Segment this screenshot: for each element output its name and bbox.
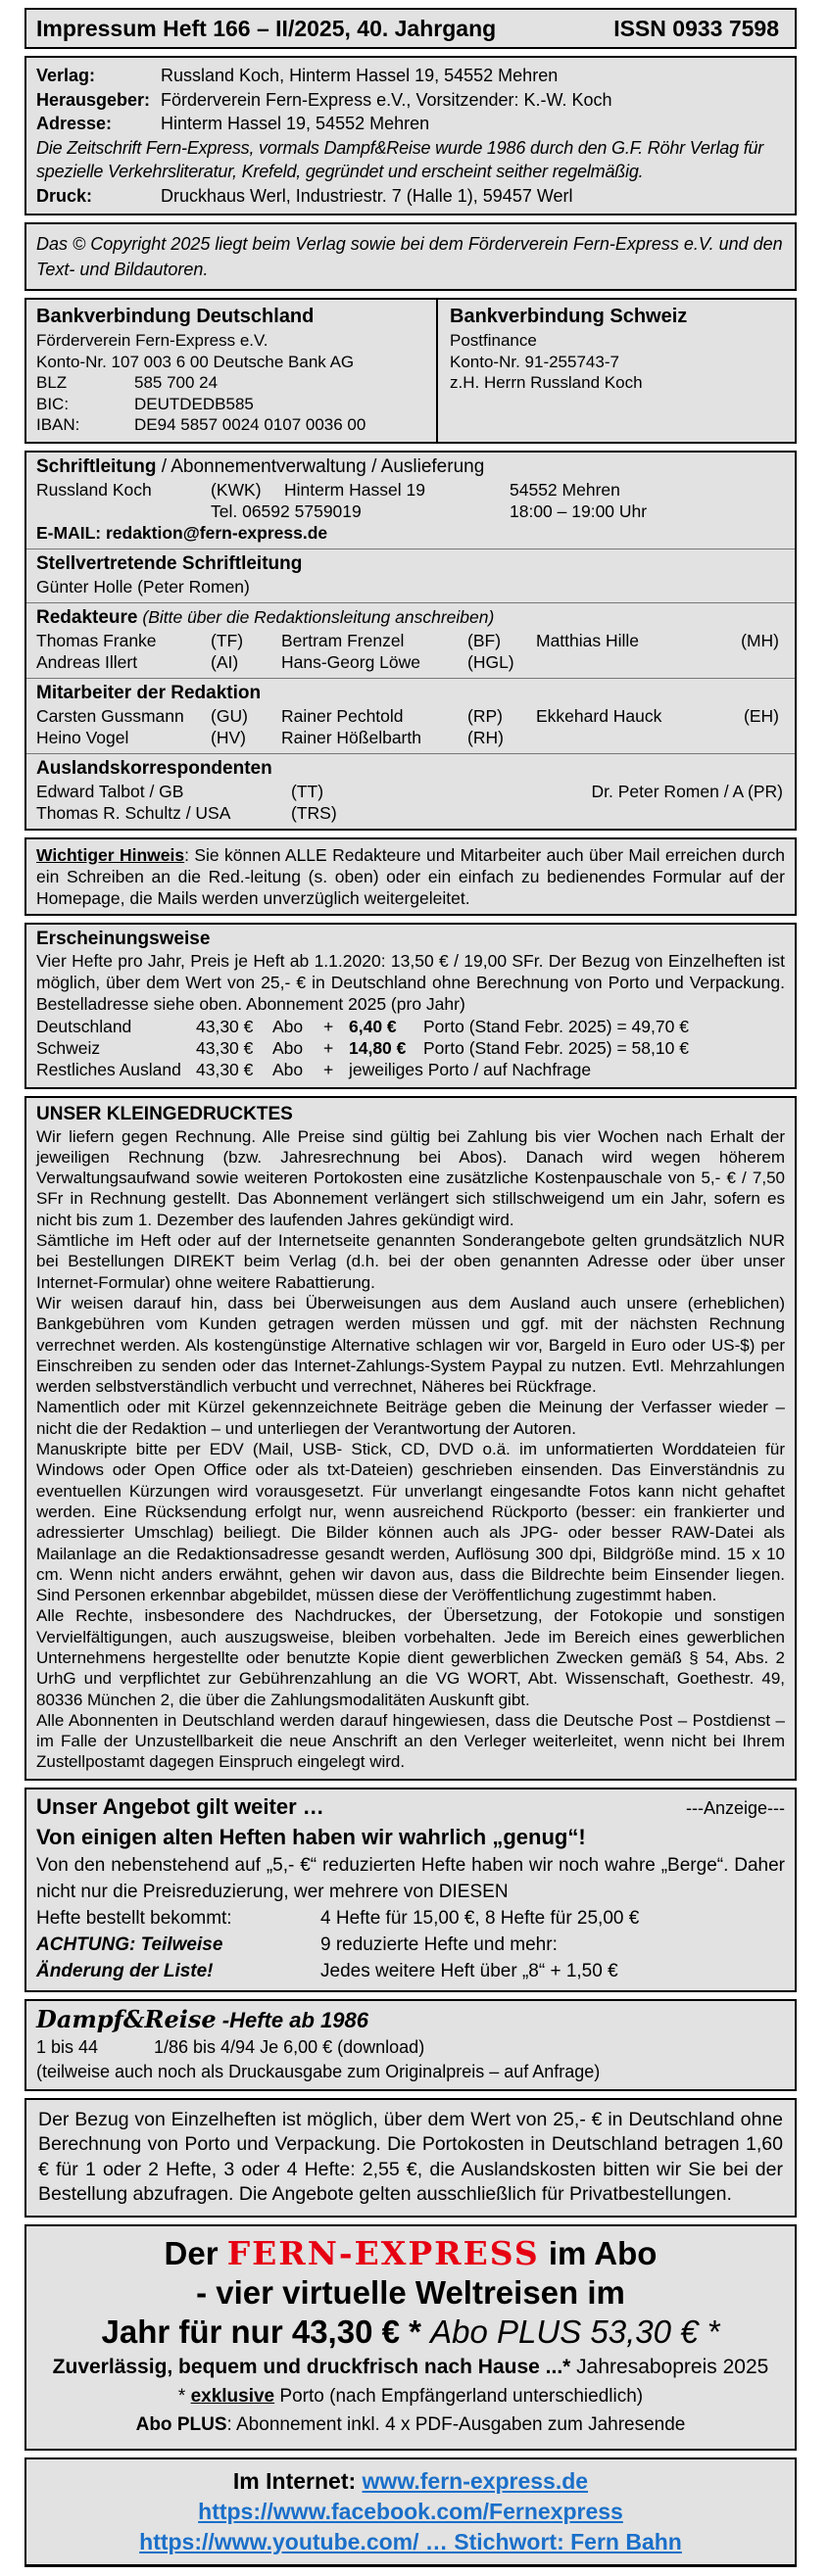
verlag-value: Russland Koch, Hinterm Hassel 19, 54552 Mehren <box>161 66 559 85</box>
kleingedrucktes-box <box>24 1096 797 1781</box>
bank-germany-account: Konto-Nr. 107 003 6 00 Deutsche Bank AG <box>36 352 355 371</box>
editor-code: (HGL) <box>467 651 514 672</box>
editor-code: (TF) <box>211 630 244 650</box>
staff-name: Rainer Hößelbarth <box>281 727 421 747</box>
bank-germany-column <box>26 300 438 442</box>
bank-switzerland-column <box>438 300 795 442</box>
herausgeber-label: Herausgeber: <box>36 89 151 110</box>
einzelheft-text: Der Bezug von Einzelheften ist möglich, über dem Wert von 25,- € in Deutschland ohne Berechnung von Porto und Verpackung. Die Portokosten in Deutschland betragen 1,60 € für 1 oder 2 Hefte, 3 oder 4 Hefte: 2,55 €, die Auslandskosten bitten wir Sie bei der Bestellung abzufragen. Die Angebote gelten ausschließlich für Privatbestellungen. <box>38 2108 783 2206</box>
bank-switzerland-bank: Postfinance <box>450 331 537 350</box>
korrespondenten-section <box>26 753 795 829</box>
schriftleitung-heading <box>36 454 785 479</box>
impressum-title-box <box>24 8 797 49</box>
verlag-label: Verlag: <box>36 66 96 85</box>
iban-value: DE94 5857 0024 0107 0036 00 <box>134 415 366 434</box>
correspondent-name: Edward Talbot / GB <box>36 781 184 801</box>
price-abo-word: Abo <box>272 1037 304 1058</box>
correspondent-code: (TT) <box>291 781 324 801</box>
mitarbeiter-heading: Mitarbeiter der Redaktion <box>36 682 262 703</box>
editor-name: Bertram Frenzel <box>281 630 405 650</box>
hinweis-lead: Wichtiger Hinweis <box>36 844 185 865</box>
magazine-history-text: Die Zeitschrift Fern-Express, vormals Dampf&Reise wurde 1986 durch den G.F. Röhr Verlag für spezielle Verkehrsliteratur, Krefeld, gegründet und erscheint seither regelmäßig. <box>36 137 764 181</box>
staff-name: Rainer Pechtold <box>281 705 404 726</box>
correspondent-name: Thomas R. Schultz / USA <box>36 802 231 823</box>
abo-promo-line3 <box>36 2313 785 2352</box>
adresse-row <box>36 112 785 136</box>
anzeige-marker: ---Anzeige--- <box>685 1797 785 1818</box>
fineprint-paragraph: Manuskripte bitte per EDV (Mail, USB- Stick, CD, DVD o.ä. im unformatierten Worddateien für Windows oder Open Office oder als txt-Dateien) geschrieben einsenden. Das Einverständnis zu eventuellen Kürzungen wird vorausgesetzt. Für unverlangt eingesandte Fotos kann nicht gehaftet werden. Eine Rücksendung erfolgt nur, wenn ausreichend Rückporto (besser: ein frankierter und adressierter Umschlag) beiliegt. Die Bilder können auch als JPG- oder besser RAW-Datei als Mailanlage an die Redaktionsadresse gesandt werden, Auflösung 300 dpi, Bildgröße mind. 15 x 10 cm. Wenn nicht anders erwähnt, gehen wir davon aus, dass die Bildrechte beim Einsender liegen. Sind Personen erkennbar abgebildet, müssen diese der Veröffentlichung zugestimmt haben. <box>36 1440 785 1605</box>
correspondent-name: Dr. Peter Romen / A (PR) <box>591 781 783 801</box>
schriftleitung-heading-bold: Schriftleitung <box>36 455 157 477</box>
price-base: 43,30 € <box>196 1037 254 1058</box>
staff-code: (HV) <box>211 727 246 747</box>
bic-value: DEUTDEDB585 <box>134 394 254 413</box>
redakteure-heading-bold: Redakteure <box>36 606 138 628</box>
abo-plus-note <box>36 2411 785 2439</box>
copyright-box <box>24 222 797 291</box>
price-region: Deutschland <box>36 1016 132 1036</box>
bank-germany-title: Bankverbindung Deutschland <box>36 306 315 327</box>
mitarbeiter-row-1 <box>36 705 785 727</box>
price-total: jeweiliges Porto / auf Nachfrage <box>349 1060 592 1080</box>
fineprint-paragraph: Wir weisen darauf hin, dass bei Überweisungen aus dem Ausland auch unsere (erheblichen) Bankgebühren vom Kunden getragen werden müssen und ggf. mit der nächsten Rechnung verrechnet werden. Als kostengünstige Alternative schlagen wir vor, Bargeld in Euro oder US-$) per Einschreiben zu senden oder das Internet-Zahlungs-System Paypal zu nutzen. Evtl. Mehrzahlungen werden selbstverständlich verbucht und verrechnet, Näheres bei Rückfrage. <box>36 1293 785 1397</box>
abo-line1-post: im Abo <box>539 2234 658 2271</box>
erscheinungsweise-box <box>24 923 797 1089</box>
korrespondent-row-2 <box>36 802 785 824</box>
druck-label: Druck: <box>36 185 93 206</box>
deputy-heading: Stellvertretende Schriftleitung <box>36 552 303 574</box>
abo-porto-note <box>36 2382 785 2411</box>
staff-code: (GU) <box>211 705 248 726</box>
email-address: redaktion@fern-express.de <box>105 522 328 543</box>
staff-name: Carsten Gussmann <box>36 705 184 726</box>
editor-name: Hans-Georg Löwe <box>281 651 421 672</box>
redakteure-row-2 <box>36 651 785 673</box>
dampf-reise-box <box>24 1999 797 2091</box>
liste-label: Änderung der Liste! <box>36 1960 214 1981</box>
dampf-reise-price-row <box>36 2035 785 2060</box>
angebot-heading: Unser Angebot gilt weiter … <box>36 1793 324 1819</box>
contact-city: 54552 Mehren <box>510 479 620 500</box>
email-row <box>36 522 785 544</box>
blz-row <box>36 372 428 394</box>
editor-name: Andreas Illert <box>36 651 138 672</box>
editor-code: (MH) <box>741 630 779 650</box>
iban-row <box>36 414 428 436</box>
price-abo-word: Abo <box>272 1016 304 1036</box>
deputy-section <box>26 549 795 602</box>
herausgeber-row <box>36 88 785 113</box>
contact-hours: 18:00 – 19:00 Uhr <box>510 501 648 521</box>
dampf-issue-range: 1 bis 44 <box>36 2036 99 2057</box>
publisher-box <box>24 56 797 215</box>
erscheinungsweise-heading: Erscheinungsweise <box>36 928 211 949</box>
facebook-link[interactable]: https://www.facebook.com/Fernexpress <box>198 2498 623 2524</box>
fineprint-paragraph: Sämtliche im Heft oder auf der Internetseite genannten Sonderangebote gelten grundsätzlich NUR bei Bestellungen DIREKT beim Verlag (d.h. bei der oben genannten Adresse oder über unser Internet-Formular) ohne weitere Rabattierung. <box>36 1231 785 1292</box>
price-abo-word: Abo <box>272 1060 304 1080</box>
fineprint-paragraph: Alle Rechte, insbesondere des Nachdruckes, der Übersetzung, der Fotokopie und sonstigen Vervielfältigungen, auch auszugsweise, bleiben vorbehalten. Jede im Bereich eines gewerblichen Unternehmens hergestellte oder benutzte Kopie dient gewerblichen Zwecken gemäß § 54, Abs. 2 UrhG und verpflichtet zur Gebührenzahlung an die VG WORT, Abt. Wissenschaft, Goethestr. 49, 80336 München 2, die über die Zahlungsmodalitäten Auskunft gibt. <box>36 1606 785 1709</box>
dampf-reise-heading-rest: -Hefte ab 1986 <box>216 2007 368 2032</box>
editor-code: (BF) <box>467 630 502 650</box>
verlag-row <box>36 64 785 88</box>
abo-star: * <box>177 2385 191 2407</box>
internet-label: Im Internet: <box>232 2467 363 2494</box>
fineprint-paragraph: Namentlich oder mit Kürzel gekennzeichnete Beiträge geben die Meinung der Verfasser wieder – nicht die der Redaktion – und unterliegen der Verantwortung der Autoren. <box>36 1398 785 1438</box>
druck-row <box>36 184 785 209</box>
angebot-subheading: Von einigen alten Heften haben wir wahrlich „genug“! <box>36 1824 586 1849</box>
bic-row <box>36 394 428 415</box>
price-plus: + <box>323 1016 334 1036</box>
dampf-issue-price: 1/86 bis 4/94 Je 6,00 € (download) <box>154 2036 425 2057</box>
editor-name: Matthias Hille <box>536 630 640 650</box>
erscheinungsweise-intro: Vier Hefte pro Jahr, Preis je Heft ab 1.1.2020: 13,50 € / 19,00 SFr. Der Bezug von Einzelheften ist möglich, über dem Wert von 25,- € in Deutschland ohne Berechnung von Porto und Verpackung. Bestelladresse siehe oben. Abonnement 2025 (pro Jahr) <box>36 950 785 1015</box>
angebot-body-text: Von den nebenstehend auf „5,- €“ reduzierten Hefte haben wir noch wahre „Berge“. Daher nicht nur die Preisreduzierung, wer mehrere von DIESEN <box>36 1854 785 1902</box>
price-base: 43,30 € <box>196 1016 254 1036</box>
mitarbeiter-row-2 <box>36 727 785 748</box>
hinweis-text: : Sie können ALLE Redakteure und Mitarbeiter auch über Mail erreichen durch ein Schreiben an die Red.-leitung (s. oben) oder ein einfach zu bedienendes Formular auf der Homepage, die Mails werden unverzüglich weitergeleitet. <box>36 844 786 908</box>
dampf-reise-note: (teilweise auch noch als Druckausgabe zum Originalpreis – auf Anfrage) <box>36 2061 601 2081</box>
internet-box <box>24 2457 797 2567</box>
abo-promo-line1 <box>36 2234 785 2273</box>
achtung-label: ACHTUNG: Teilweise <box>36 1933 223 1955</box>
abo-price-row-deutschland <box>36 1016 785 1037</box>
dampf-reise-logo: Dampf&Reise <box>36 2004 217 2033</box>
staff-code: (EH) <box>744 705 779 726</box>
contact-row-2 <box>36 501 785 522</box>
offer-value: 4 Hefte für 15,00 €, 8 Hefte für 25,00 € <box>320 1907 640 1929</box>
bank-switzerland-account: Konto-Nr. 91-255743-7 <box>450 352 619 371</box>
contact-row-1 <box>36 479 785 501</box>
email-label: E-MAIL: <box>36 522 106 543</box>
abo-price: Jahr für nur 43,30 € * <box>101 2313 431 2350</box>
price-plus: + <box>323 1060 334 1080</box>
price-region: Restliches Ausland <box>36 1060 181 1080</box>
staff-name: Ekkehard Hauck <box>536 705 662 726</box>
abo-promo-line4 <box>36 2352 785 2382</box>
contact-phone: Tel. 06592 5759019 <box>211 501 362 521</box>
abo-plus-desc: : Abonnement inkl. 4 x PDF-Ausgaben zum Jahresende <box>226 2413 686 2435</box>
bic-label: BIC: <box>36 394 70 413</box>
mitarbeiter-section <box>26 678 795 753</box>
schriftleitung-heading-rest: / Abonnementverwaltung / Auslieferung <box>156 455 485 477</box>
bank-germany-holder: Förderverein Fern-Express e.V. <box>36 331 268 350</box>
contact-address: Hinterm Hassel 19 <box>284 479 425 500</box>
price-plus: + <box>323 1037 334 1058</box>
price-porto: 14,80 € <box>349 1037 407 1058</box>
iban-label: IBAN: <box>36 415 80 434</box>
angebot-title-row <box>36 1793 785 1822</box>
angebot-achtung-row <box>36 1932 785 1958</box>
abo-exklusive: exklusive <box>190 2385 275 2407</box>
staff-name: Heino Vogel <box>36 727 129 747</box>
price-total: Porto (Stand Febr. 2025) = 49,70 € <box>423 1016 689 1036</box>
bank-switzerland-title: Bankverbindung Schweiz <box>450 306 688 327</box>
blz-value: 585 700 24 <box>134 373 219 392</box>
fern-express-logo: FERN-EXPRESS <box>226 2233 540 2272</box>
abo-line1-pre: Der <box>164 2234 227 2271</box>
abo-slogan: Zuverlässig, bequem und druckfrisch nach Hause ...* <box>52 2355 577 2378</box>
internet-line-1 <box>36 2466 785 2497</box>
achtung-value: 9 reduzierte Hefte und mehr: <box>320 1933 558 1955</box>
page-title: Impressum Heft 166 – II/2025, 40. Jahrgang <box>36 16 497 41</box>
druck-value: Druckhaus Werl, Industriestr. 7 (Halle 1), 59457 Werl <box>161 185 573 206</box>
redakteure-section <box>26 602 795 678</box>
angebot-offer-row <box>36 1905 785 1932</box>
youtube-link[interactable]: https://www.youtube.com/ … Stichwort: Fern Bahn <box>139 2528 682 2554</box>
redakteure-heading <box>36 605 785 630</box>
price-base: 43,30 € <box>196 1060 254 1080</box>
abo-price-row-ausland <box>36 1059 785 1080</box>
angebot-liste-row <box>36 1958 785 1984</box>
abo-year-note: Jahresabopreis 2025 <box>576 2355 769 2378</box>
hinweis-box <box>24 837 797 916</box>
korrespondent-row-1 <box>36 781 785 802</box>
einzelheft-box <box>24 2098 797 2218</box>
staff-code: (RP) <box>467 705 503 726</box>
editorial-box <box>24 451 797 831</box>
price-porto: 6,40 € <box>349 1016 397 1036</box>
bank-switzerland-holder: z.H. Herrn Russland Koch <box>450 373 643 392</box>
adresse-value: Hinterm Hassel 19, 54552 Mehren <box>161 114 430 133</box>
abo-plus-price: Abo PLUS 53,30 € * <box>430 2313 720 2350</box>
angebot-box <box>24 1788 797 1992</box>
dampf-reise-heading <box>36 2005 785 2035</box>
korrespondenten-heading: Auslandskorrespondenten <box>36 757 272 779</box>
staff-code: (RH) <box>467 727 504 747</box>
redakteure-note: (Bitte über die Redaktionsleitung anschreiben) <box>137 606 495 627</box>
abo-porto-rest: Porto (nach Empfängerland unterschiedlich) <box>274 2385 644 2407</box>
website-link[interactable]: www.fern-express.de <box>362 2467 589 2494</box>
bank-box <box>24 298 797 444</box>
price-total: Porto (Stand Febr. 2025) = 58,10 € <box>423 1037 689 1058</box>
fineprint-paragraph: Wir liefern gegen Rechnung. Alle Preise sind gültig bei Zahlung bis vier Wochen nach Erhalt der jeweiligen Rechnung (bzw. Jahresrechnung bei Abos). Danach wird wegen höherem Verwaltungsaufwand sowie weiteren Portokosten eine zusätzliche Kostenpauschale von 5,- € / 7,50 SFr in Rechnung gestellt. Das Abonnement verlängert sich stillschweigend um ein Jahr, sofern es nicht bis zum 1. Dezember des laufenden Jahres gekündigt wird. <box>36 1126 785 1229</box>
kleingedrucktes-heading: UNSER KLEINGEDRUCKTES <box>36 1103 293 1124</box>
issn-number: ISSN 0933 7598 <box>613 16 779 41</box>
deputy-name: Günter Holle (Peter Romen) <box>36 576 250 596</box>
redakteure-row-1 <box>36 630 785 651</box>
abo-price-row-schweiz <box>36 1037 785 1059</box>
correspondent-code: (TRS) <box>291 802 337 823</box>
price-region: Schweiz <box>36 1037 101 1058</box>
fineprint-paragraph: Alle Abonnenten in Deutschland werden darauf hingewiesen, dass die Deutsche Post – Postdienst – im Falle der Unzustellbarkeit die neue Anschrift an den Verleger weiterleitet, wenn nicht bei Ihrem Zustellpostamt dagegen Einspruch eingelegt wird. <box>36 1710 785 1772</box>
abo-plus-label: Abo PLUS <box>135 2413 227 2435</box>
liste-value: Jedes weitere Heft über „8“ + 1,50 € <box>320 1960 618 1981</box>
contact-code: (KWK) <box>211 479 262 500</box>
blz-label: BLZ <box>36 373 68 392</box>
offer-label: Hefte bestellt bekommt: <box>36 1907 232 1929</box>
editor-code: (AI) <box>211 651 239 672</box>
adresse-label: Adresse: <box>36 114 113 133</box>
contact-name: Russland Koch <box>36 479 152 500</box>
schriftleitung-section <box>26 453 795 549</box>
editor-name: Thomas Franke <box>36 630 157 650</box>
herausgeber-value: Förderverein Fern-Express e.V., Vorsitzender: K.-W. Koch <box>161 89 612 110</box>
abo-promo-box <box>24 2224 797 2451</box>
copyright-text: Das © Copyright 2025 liegt beim Verlag sowie bei dem Förderverein Fern-Express e.V. und den Text- und Bildautoren. <box>36 234 783 279</box>
abo-promo-line2: - vier virtuelle Weltreisen im <box>196 2273 625 2311</box>
